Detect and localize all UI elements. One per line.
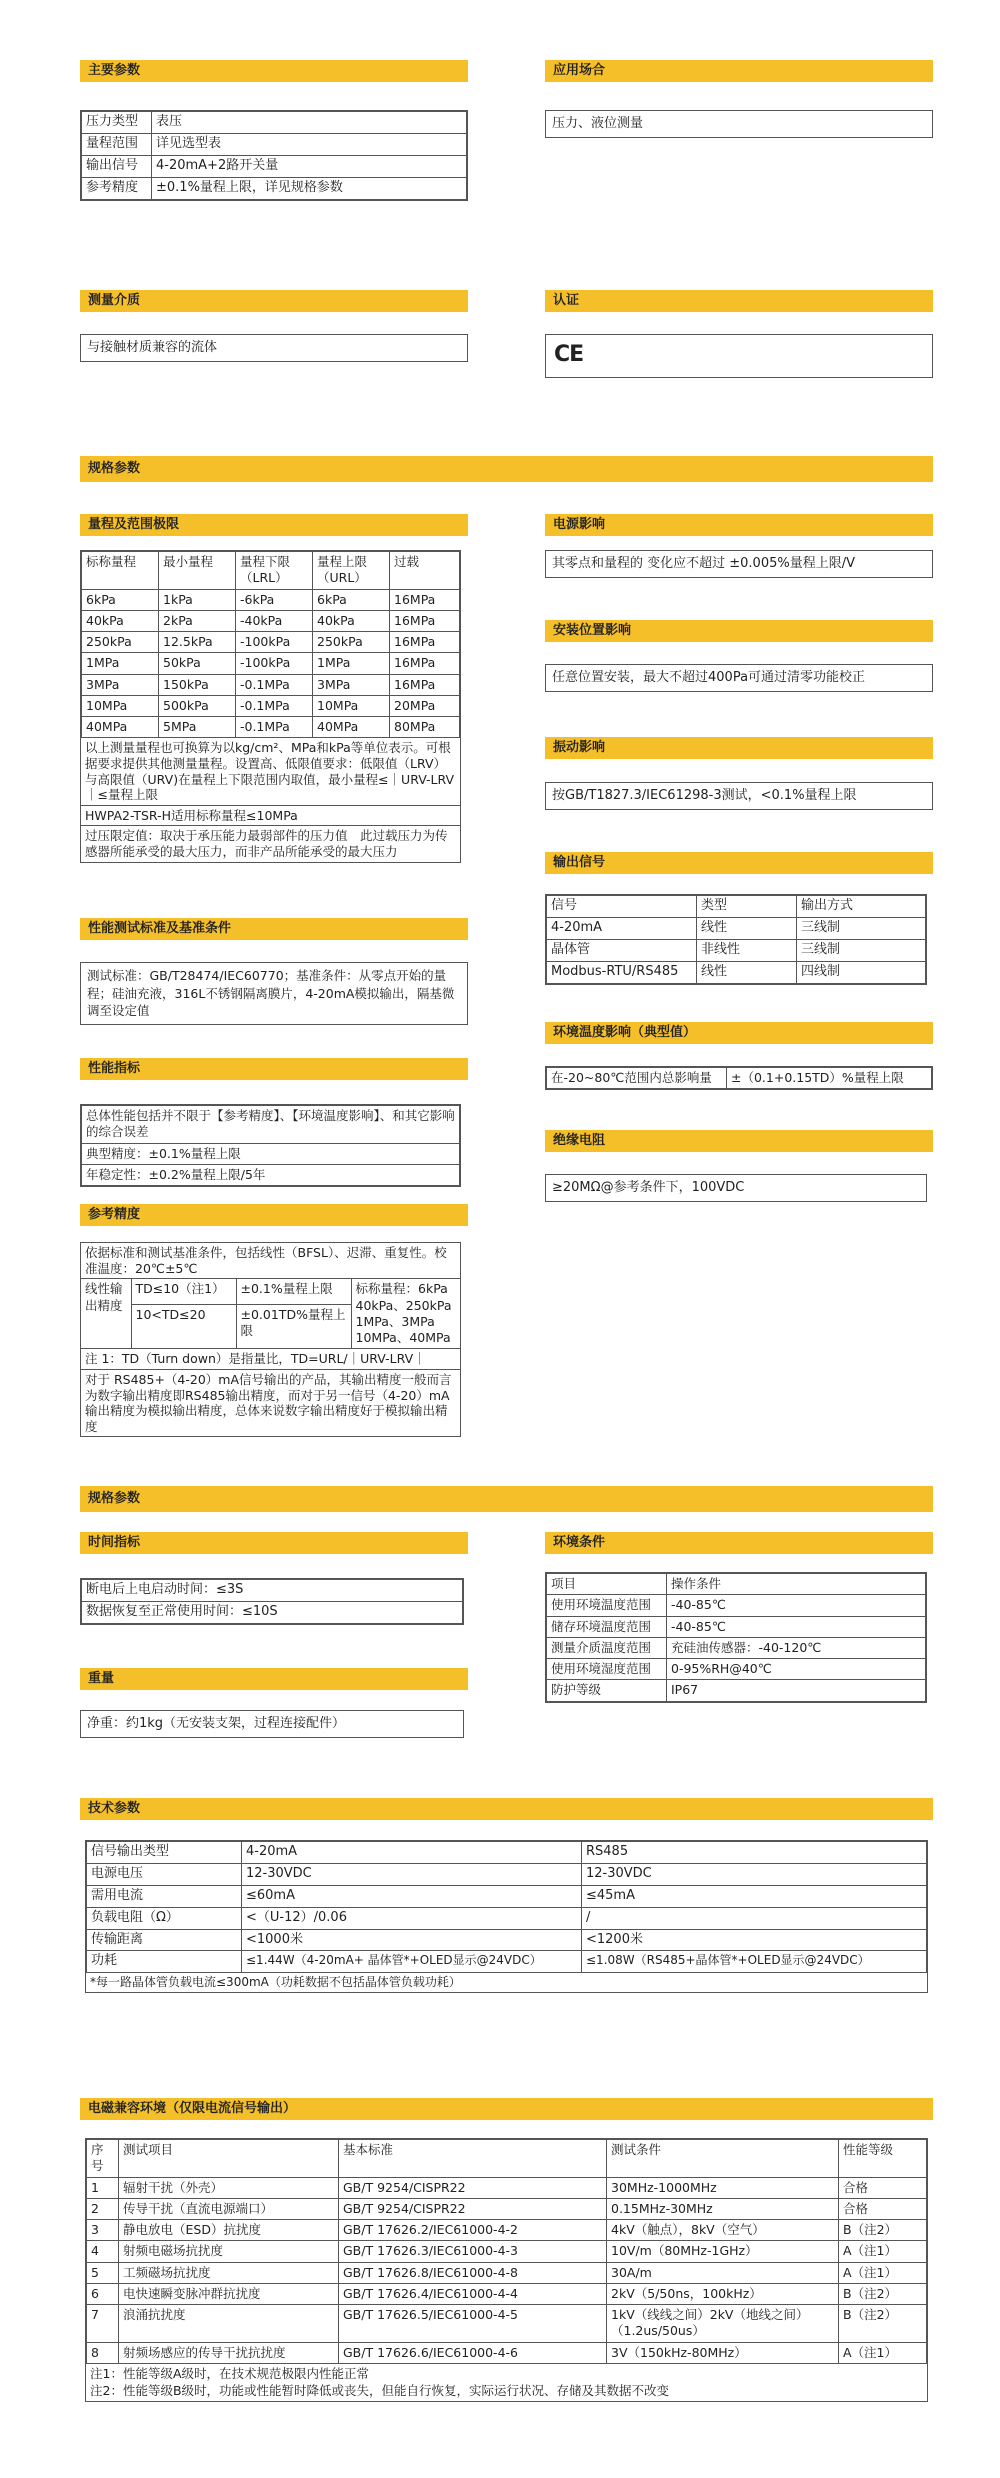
table-row: 需用电流 ≤60mA ≤45mA (87, 1885, 927, 1907)
weight-text: 净重：约1kg（无安装支架，过程连接配件） (80, 1710, 464, 1738)
section-range-limits: 量程及范围极限 (80, 514, 468, 536)
table-row: 电源电压 12-30VDC 12-30VDC (87, 1863, 927, 1885)
time-index-table (80, 1578, 464, 1625)
section-perf-std: 性能测试标准及基准条件 (80, 918, 468, 940)
env-table (545, 1572, 927, 1703)
table-header: 标称量程 最小量程 量程下限（LRL） 量程上限（URL） 过载 (82, 552, 460, 590)
table-row: 断电后上电启动时间：≤3S (82, 1580, 463, 1602)
ambient-temp-table (545, 1066, 933, 1090)
application-text: 压力、液位测量 (545, 110, 933, 138)
table-row: 1MPa 50kPa -100kPa 1MPa 16MPa (82, 653, 460, 674)
emc-note-1: 注1：性能等级A级时，在技术规范极限内性能正常 (90, 2365, 370, 2381)
table-row: 40kPa 2kPa -40kPa 40kPa 16MPa (82, 610, 460, 631)
output-table (545, 894, 927, 985)
section-specs-2: 规格参数 (80, 1486, 933, 1512)
medium-text: 与接触材质兼容的流体 (80, 334, 468, 362)
table-row: 储存环境温度范围 -40-85℃ (547, 1616, 926, 1637)
range-table (80, 550, 461, 863)
section-medium: 测量介质 (80, 290, 468, 312)
section-power-effect: 电源影响 (545, 514, 933, 536)
perf-std-text: 测试标准：GB/T28474/IEC60770；基准条件：从零点开始的量程；硅油充液，316L不锈钢隔离膜片，4-20mA模拟输出，隔基微调至设定值 (80, 962, 468, 1025)
section-insulation: 绝缘电阻 (545, 1130, 933, 1152)
table-row: 6 电快速瞬变脉冲群抗扰度 GB/T 17626.4/IEC61000-4-4 2kV（5/50ns，100kHz） B（注2） (87, 2283, 927, 2304)
table-row: 1 辐射干扰（外壳） GB/T 9254/CISPR22 30MHz-1000MHz 合格 (87, 2177, 927, 2198)
emc-note-2: 注2：性能等级B级时，功能或性能暂时降低或丧失，但能自行恢复，实际运行状况、存储及其数据不改变 (90, 2383, 670, 2399)
section-ref-accuracy: 参考精度 (80, 1204, 468, 1226)
table-row: 总体性能包括并不限于【参考精度】、【环境温度影响】、和其它影响的综合误差 (82, 1106, 460, 1144)
table-row: 使用环境湿度范围 0-95%RH@40℃ (547, 1659, 926, 1680)
table-row: 250kPa 12.5kPa -100kPa 250kPa 16MPa (82, 632, 460, 653)
table-row: Modbus-RTU/RS485 线性 四线制 (547, 961, 926, 983)
range-note-1: 以上测量量程也可换算为以kg/cm²、MPa和kPa等单位表示。可根据要求提供其他测量量程。设置高、低限值要求：低限值（LRV）与高限值（URV)在量程上下限范围内取值，最小量程≤｜URV-LRV｜≤量程上限 (85, 740, 455, 803)
section-tech: 技术参数 (80, 1798, 933, 1820)
section-mount-effect: 安装位置影响 (545, 620, 933, 642)
section-vibration: 振动影响 (545, 737, 933, 759)
table-row: 测量介质温度范围 充硅油传感器：-40-120℃ (547, 1637, 926, 1658)
perf-index-table (80, 1104, 461, 1187)
section-env: 环境条件 (545, 1532, 933, 1554)
section-time-index: 时间指标 (80, 1532, 468, 1554)
table-row: 典型精度：±0.1%量程上限 (82, 1143, 460, 1164)
tech-table (85, 1840, 928, 1993)
table-row: 3 静电放电（ESD）抗扰度 GB/T 17626.2/IEC61000-4-2 4kV（触点），8kV（空气） B（注2） (87, 2220, 927, 2241)
section-weight: 重量 (80, 1668, 468, 1690)
table-row: 输出信号 4-20mA+2路开关量 (82, 155, 467, 177)
insulation-text: ≥20MΩ@参考条件下，100VDC (545, 1174, 927, 1202)
table-row: 7 浪涌抗扰度 GB/T 17626.5/IEC61000-4-5 1kV（线线之间）2kV（地线之间）（1.2us/50us） B（注2） (87, 2305, 927, 2343)
range-note-3: 过压限定值：取决于承压能力最弱部件的压力值 此过载压力为传感器所能承受的最大压力，而非产品所能承受的最大压力 (81, 825, 460, 861)
table-row: 使用环境温度范围 -40-85℃ (547, 1595, 926, 1616)
section-ambient-temp: 环境温度影响（典型值） (545, 1022, 933, 1044)
table-row: 6kPa 1kPa -6kPa 6kPa 16MPa (82, 589, 460, 610)
table-row: 年稳定性：±0.2%量程上限/5年 (82, 1164, 460, 1185)
table-row: 40MPa 5MPa -0.1MPa 40MPa 80MPa (82, 717, 460, 738)
table-row: 10MPa 500kPa -0.1MPa 10MPa 20MPa (82, 695, 460, 716)
vibration-text: 按GB/T1827.3/IEC61298-3测试，<0.1%量程上限 (545, 782, 933, 810)
ce-mark: CE (545, 334, 933, 378)
power-effect-text: 其零点和量程的 变化应不超过 ±0.005%量程上限/V (545, 550, 933, 578)
table-row: 8 射频场感应的传导干扰抗扰度 GB/T 17626.6/IEC61000-4-6 3V（150kHz-80MHz） A（注1） (87, 2342, 927, 2363)
section-main-params: 主要参数 (80, 60, 468, 82)
table-row: 信号输出类型 4-20mA RS485 (87, 1842, 927, 1864)
table-header: 项目 操作条件 (547, 1574, 926, 1595)
ref-accuracy-table (80, 1242, 461, 1437)
table-row: 数据恢复至正常使用时间：≤10S (82, 1601, 463, 1623)
table-row: 压力类型 表压 (82, 112, 467, 134)
table-row: 5 工频磁场抗扰度 GB/T 17626.8/IEC61000-4-8 30A/m A（注1） (87, 2262, 927, 2283)
table-row: 3MPa 150kPa -0.1MPa 3MPa 16MPa (82, 674, 460, 695)
table-row: 参考精度 ±0.1%量程上限，详见规格参数 (82, 177, 467, 199)
tech-note: *每一路晶体管负载电流≤300mA（功耗数据不包括晶体管负载功耗） (90, 1975, 461, 1990)
table-row: 线性输出精度 TD≤10（注1） ±0.1%量程上限 标称量程：6kPa 40kPa、250kPa 1MPa、3MPa 10MPa、40MPa (81, 1279, 460, 1304)
table-row: 4-20mA 线性 三线制 (547, 917, 926, 939)
table-row: 10<TD≤20 ±0.01TD%量程上限 (81, 1304, 460, 1349)
table-row: 负载电阻（Ω） <（U-12）/0.06 / (87, 1907, 927, 1929)
section-emc: 电磁兼容环境（仅限电流信号输出） (80, 2098, 933, 2120)
section-perf-index: 性能指标 (80, 1058, 468, 1080)
section-certification: 认证 (545, 290, 933, 312)
section-specs-1: 规格参数 (80, 456, 933, 482)
ref-acc-intro: 依据标准和测试基准条件，包括线性（BFSL）、迟滞、重复性。校准温度：20℃±5℃ (85, 1245, 447, 1276)
emc-table (85, 2138, 928, 2402)
table-header: 信号 类型 输出方式 (547, 896, 926, 918)
mount-effect-text: 任意位置安装，最大不超过400Pa可通过清零功能校正 (545, 664, 933, 692)
table-row: 2 传导干扰（直流电源端口） GB/T 9254/CISPR22 0.15MHz-30MHz 合格 (87, 2198, 927, 2219)
table-row: 防护等级 IP67 (547, 1680, 926, 1701)
table-row: 量程范围 详见选型表 (82, 133, 467, 155)
range-note-2: HWPA2-TSR-H适用标称量程≤10MPa (81, 805, 460, 826)
table-header: 序号 测试项目 基本标准 测试条件 性能等级 (87, 2140, 927, 2178)
table-row: 功耗 ≤1.44W（4-20mA+ 晶体管*+OLED显示@24VDC） ≤1.08W（RS485+晶体管*+OLED显示@24VDC） (87, 1951, 927, 1973)
table-row: 传输距离 <1000米 <1200米 (87, 1929, 927, 1951)
ref-acc-note-1: 注 1：TD（Turn down）是指量比，TD=URL/｜URV-LRV｜ (85, 1351, 426, 1367)
table-row: 在-20~80℃范围内总影响量 ±（0.1+0.15TD）%量程上限 (547, 1068, 932, 1089)
table-row: 晶体管 非线性 三线制 (547, 939, 926, 961)
section-application: 应用场合 (545, 60, 933, 82)
section-output-signal: 输出信号 (545, 852, 933, 874)
table-row: 4 射频电磁场抗扰度 GB/T 17626.3/IEC61000-4-3 10V/m（80MHz-1GHz） A（注1） (87, 2241, 927, 2262)
main-params-table (80, 110, 468, 201)
ref-acc-note-2: 对于 RS485+（4-20）mA信号输出的产品，其输出精度一般而言为数字输出精度即RS485输出精度，而对于另一信号（4-20）mA输出精度为模拟输出精度，总体来说数字输出精度好于模拟输出精度 (81, 1369, 460, 1437)
